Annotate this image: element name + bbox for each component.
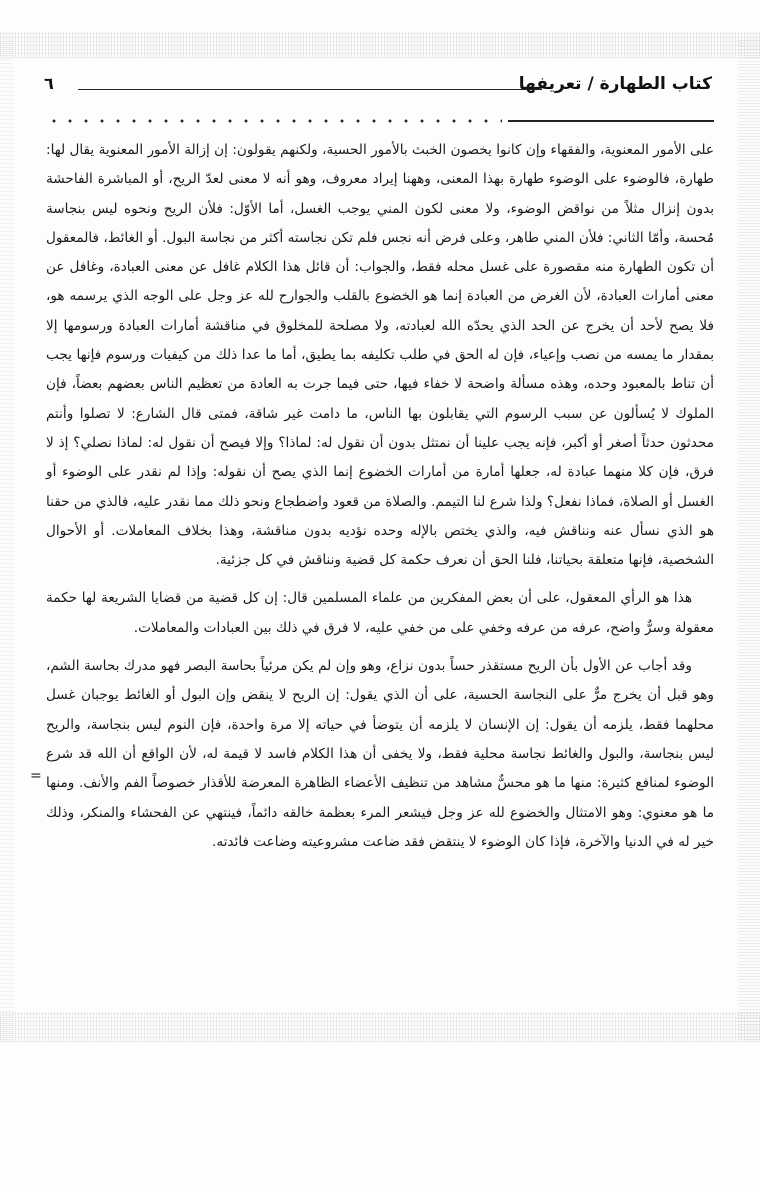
paragraph-3: وقد أجاب عن الأول بأن الريح مستقذر حساً بدون نزاع، وهو وإن لم يكن مرئياً بحاسة البصر فهو مدرك بحاسة الشم، وهو قبل أن يخرج مرٌّ على النجاسة الحسية، على أن الذي يقول: إن الريح لا ينقض وإن البول أو الغائط يوجبان غسل محلهما فقط، يلزمه أن يقول: إن الإنسان لا يلزمه أن يتوضأ في حياته إلا مرة واحدة، فإن النوم ليس بنجاسة، والريح ليس بنجاسة، والبول والغائط نجاسة محلية فقط، ولا يخفى أن هذا الكلام فاسد لا قيمة له، لأن الواقع أن الله قد شرع الوضوء لمنافع كثيرة: منها ما هو محسٌّ مشاهد من تنظيف الأعضاء الظاهرة المعرضة للأقذار خصوصاً الفم والأنف. ومنها ما هو معنوي: وهو الامتثال والخضوع لله عز وجل فيشعر المرء بعظمة خالقه دائماً، فينتهي عن الفحشاء والمنكر، وذلك خير له في الدنيا والآخرة، فإذا كان الوضوء لا ينتقض فقد ضاعت مشروعيته وضاعت فائدته. [46,658,714,850]
header-title: كتاب الطهارة / تعريفها [518,74,712,94]
running-header [44,74,712,104]
body-text [46,136,714,857]
header-rule [78,89,542,90]
scan-noise-bottom [0,1012,760,1042]
scan-noise-left [0,40,14,1040]
page-number: ٦ [44,74,54,93]
scan-noise-right [738,40,760,1040]
scan-noise-top [0,32,760,58]
footnote-dotted-rule [46,117,502,125]
footnote-solid-rule [508,120,714,122]
paragraph-2: هذا هو الرأي المعقول، على أن بعض المفكرين من علماء المسلمين قال: إن كل قضية من قضايا الشريعة لها حكمة معقولة وسرٌّ واضح، عرفه من عرفه وخفي على من خفي عليه، لا فرق في ذلك بين العبادات والمعاملات. [46,590,714,636]
margin-mark: = [30,768,42,784]
paragraph-1: على الأمور المعنوية، والفقهاء وإن كانوا يخصون الخبث بالأمور الحسية، ولكنهم يقولون: إن إزالة الأمور المعنوية يقال لها: طهارة، فالوضوء على الوضوء طهارة بهذا المعنى، وههنا إيراد معروف، وهو أنه لا معنى لعدّ الريح، أو المباشرة الفاحشة بدون إنزال مثلاً من نواقض الوضوء، ولا معنى لكون المني يوجب الغسل، أما الأوّل: فلأن الريح ونحوه ليس بنجاسة مُحسة، وأمّا الثاني: فلأن المني طاهر، وعلى فرض أنه نجس فلم تكن نجاسته أكثر من نجاسة البول. أو الغائط، فالمعقول أن تكون الطهارة منه مقصورة على غسل محله فقط، والجواب: أن قائل هذا الكلام غافل عن معنى العبادة، وغافل عن معنى أمارات العبادة، لأن الغرض من العبادة إنما هو الخضوع بالقلب والجوارح لله عز وجل على الوجه الذي يرسمه هو، فلا يصح لأحد أن يخرج عن الحد الذي يحدّه الله لعبادته، ولا مصلحة للمخلوق في مناقشة أمارات العبادة ورسومها إلا بمقدار ما يمسه من نصب وإعياء، فإن له الحق في طلب تكليفه بما يطيق، أما ما عدا ذلك من كيفيات ورسوم فإنها يجب أن تناط بالمعبود وحده، وهذه مسألة واضحة لا خفاء فيها، حتى فيما جرت به العادة من تعظيم الناس بعضهم بعضاً، فإن الملوك لا يُسألون عن سبب الرسوم التي يقابلون بها الناس، ما دامت غير شاقة، فمتى قال الشارع: لا تصلوا وأنتم محدثون حدثاً أصغر أو أكبر، فإنه يجب علينا أن نمتثل بدون أن نقول له: لماذا؟ وإلا فيصح أن نقول له: لماذا نصلي؟ إذ لا فرق، فإن كلا منهما عبادة له، جعلها أمارة من أمارات الخضوع إنما الذي يصح أن نقوله: وإذا لم نقدر على الوضوء أو الغسل أو الصلاة، فماذا نفعل؟ ولذا شرع لنا التيمم. والصلاة من قعود واضطجاع ونحو ذلك مما نقدر عليه، فالذي من حقنا هو الذي نسأل عنه ونناقش فيه، والذي يختص بالإله وحده نؤديه بدون مناقشة، وهذا بخلاف المعاملات. أو الأحوال الشخصية، فإنها متعلقة بحياتنا، فلنا الحق أن نعرف حكمة كل قضية ونناقش في كل جزئية. [46,142,714,569]
